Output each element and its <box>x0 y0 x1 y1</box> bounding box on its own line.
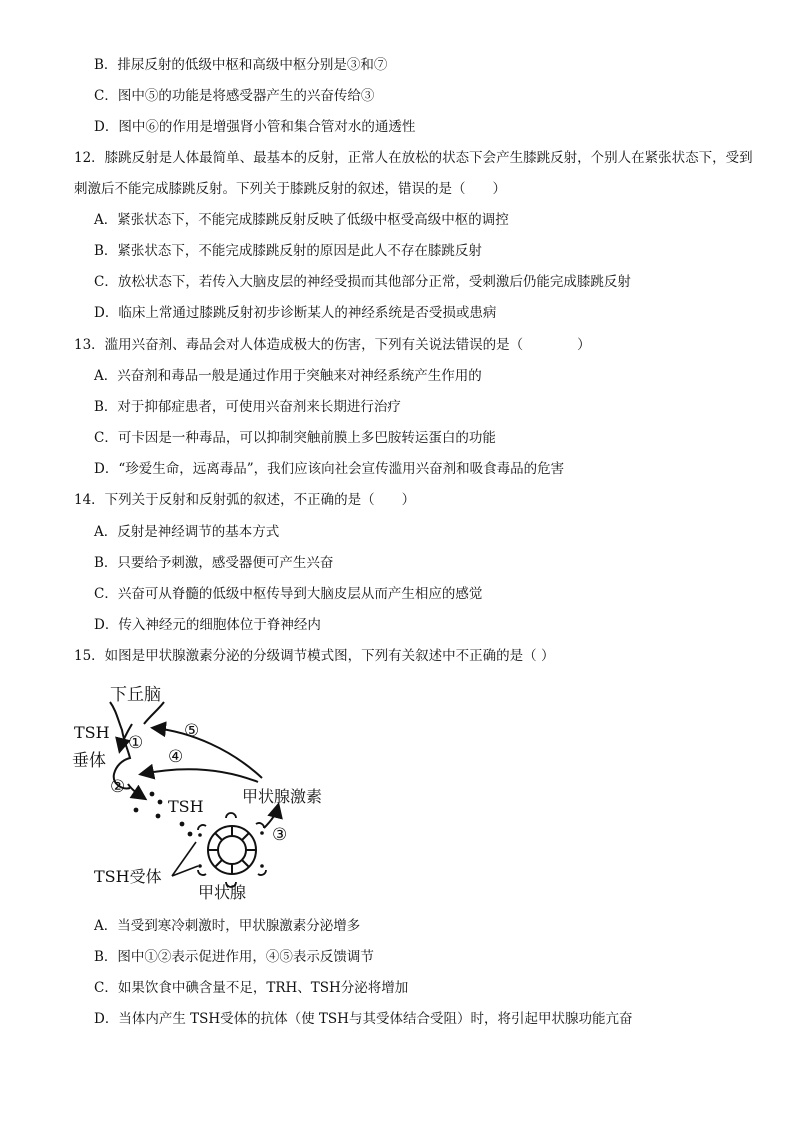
question-text: 12．膝跳反射是人体最简单、最基本的反射，正常人在放松的状态下会产生膝跳反射，个别人在紧张状态下，受到 <box>74 150 753 166</box>
num-1: ① <box>128 733 144 753</box>
num-2: ② <box>110 777 126 797</box>
question-text: 14．下列关于反射和反射弧的叙述，不正确的是（ ） <box>74 492 416 508</box>
label-hypothalamus: 下丘脑 <box>110 685 161 705</box>
answer-option: C．图中⑤的功能是将感受器产生的兴奋传给③ <box>94 88 375 104</box>
arrow-2 <box>128 784 144 798</box>
num-3: ③ <box>272 825 288 845</box>
label-tsh-receptor: TSH受体 <box>94 867 162 886</box>
answer-option: A．当受到寒冷刺激时，甲状腺激素分泌增多 <box>94 918 361 934</box>
thyroid-regulation-diagram <box>72 680 342 910</box>
answer-option: C．可卡因是一种毒品，可以抑制突触前膜上多巴胺转运蛋白的功能 <box>94 430 496 446</box>
answer-option: C．放松状态下，若传入大脑皮层的神经受损而其他部分正常，受刺激后仍能完成膝跳反射 <box>94 274 631 290</box>
answer-option: C．如果饮食中碘含量不足，TRH、TSH分泌将增加 <box>94 980 409 996</box>
answer-option: B．排尿反射的低级中枢和高级中枢分别是③和⑦ <box>94 57 388 73</box>
question-continuation: 刺激后不能完成膝跳反射。下列关于膝跳反射的叙述，错误的是（ ） <box>74 181 506 197</box>
num-4: ④ <box>168 747 184 767</box>
answer-option: A．反射是神经调节的基本方式 <box>94 524 280 540</box>
label-thyroid-hormone: 甲状腺激素 <box>242 787 323 806</box>
answer-option: B．对于抑郁症患者，可使用兴奋剂来长期进行治疗 <box>94 399 401 415</box>
hypothalamus-pituitary-shape <box>110 702 130 788</box>
answer-option: A．兴奋剂和毒品一般是通过作用于突触来对神经系统产生作用的 <box>94 368 482 384</box>
arrow-4 <box>142 769 258 782</box>
answer-option: D．临床上常通过膝跳反射初步诊断某人的神经系统是否受损或患病 <box>94 305 497 321</box>
num-5: ⑤ <box>184 721 200 741</box>
label-tsh-top: TSH <box>74 723 110 742</box>
answer-option: B．只要给予刺激，感受器便可产生兴奋 <box>94 555 334 571</box>
answer-option: C．兴奋可从脊髓的低级中枢传导到大脑皮层从而产生相应的感觉 <box>94 586 483 602</box>
answer-option: A．紧张状态下，不能完成膝跳反射反映了低级中枢受高级中枢的调控 <box>94 212 509 228</box>
question-text: 15．如图是甲状腺激素分泌的分级调节模式图，下列有关叙述中不正确的是（ ） <box>74 648 555 664</box>
answer-option: D．“珍爱生命，远离毒品”，我们应该向社会宣传滥用兴奋剂和吸食毒品的危害 <box>94 461 565 477</box>
label-pituitary: 垂体 <box>72 751 106 771</box>
answer-option: D．图中⑥的作用是增强肾小管和集合管对水的通透性 <box>94 119 416 135</box>
answer-option: D．传入神经元的细胞体位于脊神经内 <box>94 617 321 633</box>
answer-option: D．当体内产生 TSH受体的抗体（使 TSH与其受体结合受阻）时，将引起甲状腺功能亢奋 <box>94 1011 633 1027</box>
answer-option: B．图中①②表示促进作用，④⑤表示反馈调节 <box>94 949 374 965</box>
question-text: 13．滥用兴奋剂、毒品会对人体造成极大的伤害，下列有关说法错误的是（ ） <box>74 337 591 353</box>
answer-option: B．紧张状态下，不能完成膝跳反射的原因是此人不存在膝跳反射 <box>94 243 482 259</box>
thyroid-follicle <box>208 826 256 874</box>
label-tsh-mid: TSH <box>168 797 204 816</box>
hypothalamus-right-edge <box>144 702 164 724</box>
label-thyroid: 甲状腺 <box>198 883 247 902</box>
